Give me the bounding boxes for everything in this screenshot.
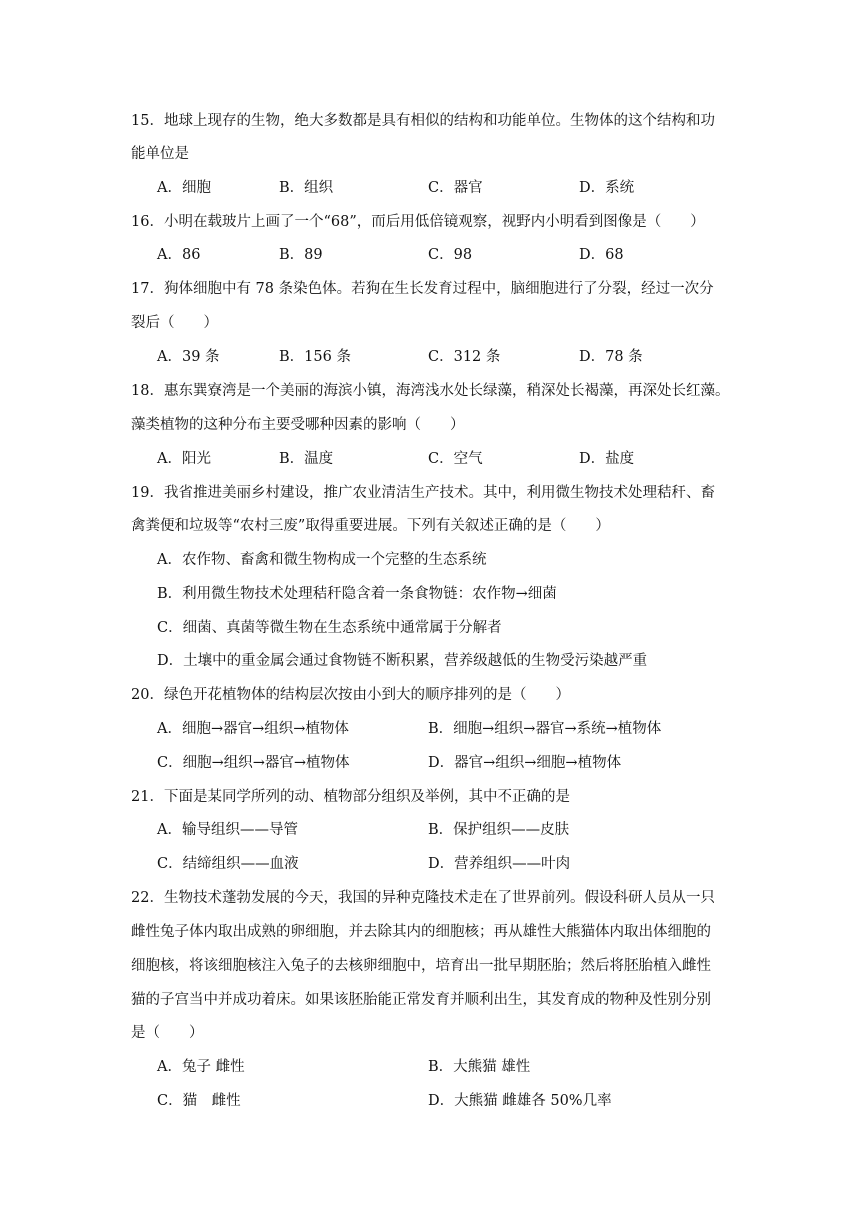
- option-c[interactable]: C．细胞→组织→器官→植物体: [157, 755, 350, 771]
- options-row: [157, 712, 777, 746]
- option-b[interactable]: B．细胞→组织→器官→系统→植物体: [428, 721, 662, 737]
- option-a[interactable]: A．兔子 雌性: [157, 1059, 245, 1075]
- options-row: [157, 238, 777, 272]
- option-c[interactable]: C．结缔组织——血液: [157, 856, 299, 872]
- options-row: [157, 746, 777, 780]
- option-b[interactable]: B．温度: [279, 451, 334, 467]
- question-stem-line: 藻类植物的这种分布主要受哪种因素的影响（ ）: [131, 417, 465, 433]
- option-d[interactable]: D．营养组织——叶肉: [428, 856, 571, 872]
- question-stem-line: 22．生物技术蓬勃发展的今天，我国的异种克隆技术走在了世界前列。假设科研人员从一只: [131, 890, 715, 906]
- options-row: [157, 171, 777, 205]
- option-b[interactable]: B．组织: [279, 180, 334, 196]
- option-c[interactable]: C．空气: [428, 451, 483, 467]
- question-stem-line: 15．地球上现存的生物，绝大多数都是具有相似的结构和功能单位。生物体的这个结构和功: [131, 113, 715, 129]
- options-row: [157, 1050, 777, 1084]
- option-d[interactable]: D．大熊猫 雌雄各 50%几率: [428, 1093, 612, 1109]
- option-b[interactable]: B．89: [279, 247, 323, 263]
- option-a[interactable]: A．86: [157, 247, 201, 263]
- option-c[interactable]: C．细菌、真菌等微生物在生态系统中通常属于分解者: [157, 620, 502, 636]
- option-a[interactable]: A．输导组织——导管: [157, 822, 298, 838]
- question-stem-line: 21．下面是某同学所列的动、植物部分组织及举例，其中不正确的是: [131, 789, 570, 805]
- option-b[interactable]: B．利用微生物技术处理秸秆隐含着一条食物链：农作物→细菌: [157, 586, 557, 602]
- question-stem-line: 16．小明在载玻片上画了一个“68”，而后用低倍镜观察，视野内小明看到图像是（ ）: [131, 214, 705, 230]
- question-stem-line: 猫的子宫当中并成功着床。如果该胚胎能正常发育并顺利出生，其发育成的物种及性别分别: [131, 992, 711, 1008]
- option-b[interactable]: B．156 条: [279, 349, 351, 365]
- option-d[interactable]: D．系统: [579, 180, 635, 196]
- options-row: [157, 813, 777, 847]
- option-d[interactable]: D．器官→组织→细胞→植物体: [428, 755, 622, 771]
- options-row: [157, 340, 777, 374]
- question-stem-line: 20．绿色开花植物体的结构层次按由小到大的顺序排列的是（ ）: [131, 687, 570, 703]
- option-a[interactable]: A．细胞: [157, 180, 211, 196]
- question-stem-line: 细胞核，将该细胞核注入兔子的去核卵细胞中，培育出一批早期胚胎；然后将胚胎植入雌性: [131, 958, 711, 974]
- option-a[interactable]: A．细胞→器官→组织→植物体: [157, 721, 349, 737]
- options-row: [157, 847, 777, 881]
- option-c[interactable]: C．猫 雌性: [157, 1093, 241, 1109]
- question-stem-line: 雌性兔子体内取出成熟的卵细胞，并去除其内的细胞核；再从雄性大熊猫体内取出体细胞的: [131, 924, 711, 940]
- options-row: [157, 442, 777, 476]
- option-a[interactable]: A．农作物、畜禽和微生物构成一个完整的生态系统: [157, 552, 487, 568]
- option-d[interactable]: D．盐度: [579, 451, 635, 467]
- options-row: [157, 1084, 777, 1118]
- option-a[interactable]: A．39 条: [157, 349, 220, 365]
- question-stem-line: 能单位是: [131, 146, 189, 162]
- option-b[interactable]: B．保护组织——皮肤: [428, 822, 570, 838]
- question-stem-line: 19．我省推进美丽乡村建设，推广农业清洁生产技术。其中，利用微生物技术处理秸秆、畜: [131, 485, 715, 501]
- question-stem-line: 17．狗体细胞中有 78 条染色体。若狗在生长发育过程中，脑细胞进行了分裂，经过一次分: [131, 281, 714, 297]
- option-c[interactable]: C．312 条: [428, 349, 501, 365]
- option-d[interactable]: D．78 条: [579, 349, 643, 365]
- question-stem-line: 是（ ）: [131, 1025, 204, 1041]
- option-b[interactable]: B．大熊猫 雄性: [428, 1059, 531, 1075]
- question-stem-line: 禽粪便和垃圾等“农村三废”取得重要进展。下列有关叙述正确的是（ ）: [131, 518, 610, 534]
- option-a[interactable]: A．阳光: [157, 451, 211, 467]
- option-c[interactable]: C．98: [428, 247, 473, 263]
- option-c[interactable]: C．器官: [428, 180, 483, 196]
- question-stem-line: 18．惠东巽寮湾是一个美丽的海滨小镇，海湾浅水处长绿藻，稍深处长褐藻，再深处长红藻。: [131, 383, 730, 399]
- question-stem-line: 裂后（ ）: [131, 315, 218, 331]
- option-d[interactable]: D．68: [579, 247, 624, 263]
- option-d[interactable]: D．土壤中的重金属会通过食物链不断积累，营养级越低的生物受污染越严重: [157, 653, 648, 669]
